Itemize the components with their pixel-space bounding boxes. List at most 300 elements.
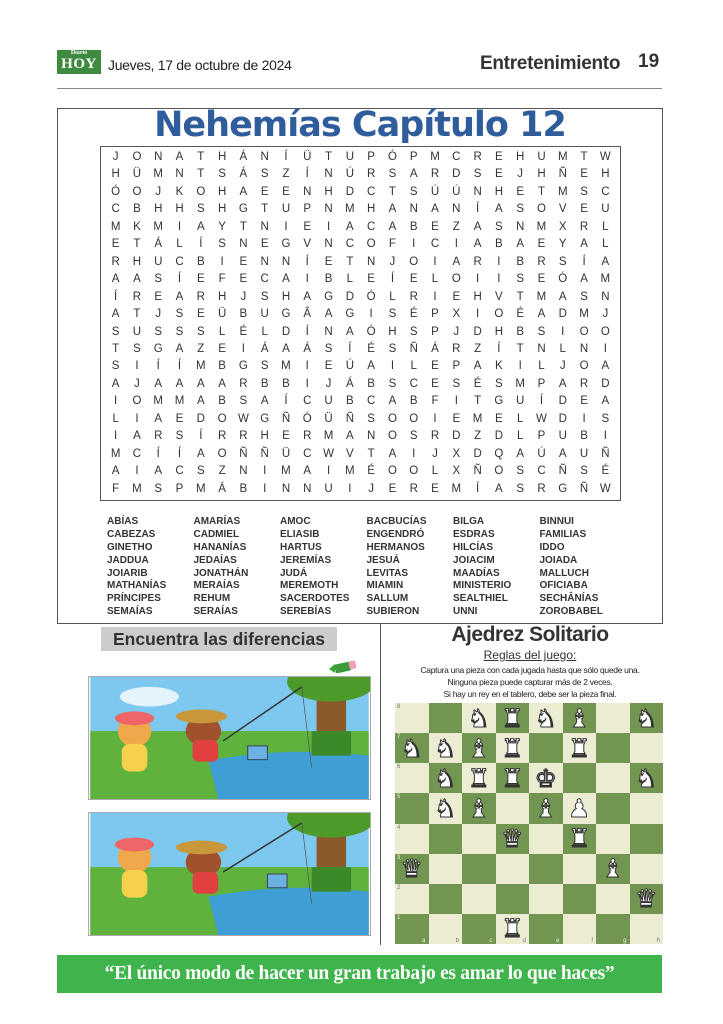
- grid-letter: A: [346, 220, 354, 233]
- grid-letter: B: [346, 395, 354, 408]
- grid-letter: A: [558, 377, 567, 390]
- square-d2[interactable]: [496, 884, 530, 914]
- grid-letter: R: [409, 290, 418, 303]
- white-bishop-icon[interactable]: ♝: [467, 793, 490, 823]
- grid-letter: A: [452, 255, 461, 268]
- grid-letter: B: [133, 203, 141, 216]
- grid-letter: A: [516, 238, 525, 251]
- grid-letter: P: [537, 430, 546, 443]
- grid-letter: I: [220, 255, 224, 268]
- grid-letter: E: [154, 290, 163, 303]
- grid-letter: R: [366, 168, 376, 181]
- square-a8[interactable]: [395, 703, 429, 733]
- square-e5[interactable]: [529, 793, 563, 823]
- grid-letter: S: [601, 412, 610, 425]
- grid-letter: E: [303, 220, 312, 233]
- grid-letter: I: [497, 255, 501, 268]
- grid-letter: M: [174, 395, 185, 408]
- grid-letter: H: [217, 151, 227, 163]
- white-bishop-icon[interactable]: ♝: [467, 733, 490, 763]
- grid-letter: Ú: [345, 168, 354, 181]
- grid-letter: M: [110, 220, 121, 233]
- square-h7[interactable]: [630, 733, 664, 763]
- grid-letter: S: [388, 342, 397, 355]
- square-d1[interactable]: [496, 914, 530, 944]
- square-c7[interactable]: [462, 733, 496, 763]
- cartoon-scene-original: [88, 676, 371, 800]
- grid-letter: J: [453, 325, 460, 338]
- grid-letter: P: [431, 308, 439, 321]
- grid-letter: A: [303, 465, 312, 478]
- grid-letter: S: [154, 273, 163, 286]
- grid-letter: E: [175, 412, 184, 425]
- grid-letter: U: [345, 151, 354, 163]
- white-knight-icon[interactable]: ♞: [635, 703, 658, 733]
- grid-letter: Ñ: [579, 482, 589, 495]
- grid-letter: K: [175, 185, 184, 198]
- grid-letter: E: [324, 255, 333, 268]
- square-b3[interactable]: [429, 854, 463, 884]
- square-e7[interactable]: [529, 733, 563, 763]
- square-a1[interactable]: [395, 914, 429, 944]
- grid-letter: Ú: [452, 185, 461, 198]
- grid-letter: Ú: [537, 447, 546, 460]
- grid-letter: Ó: [302, 412, 312, 425]
- square-c5[interactable]: [462, 793, 496, 823]
- grid-letter: A: [601, 395, 610, 408]
- grid-letter: G: [153, 342, 163, 355]
- white-king-icon[interactable]: ♚: [534, 763, 557, 793]
- grid-letter: É: [409, 308, 418, 321]
- grid-letter: O: [217, 447, 227, 460]
- grid-letter: M: [196, 482, 206, 495]
- word-list-item: JEDAÍAS: [193, 554, 237, 566]
- grid-letter: T: [133, 238, 141, 251]
- grid-letter: S: [324, 342, 333, 355]
- square-h4[interactable]: [630, 824, 664, 854]
- grid-letter: S: [580, 465, 588, 478]
- grid-letter: R: [579, 377, 589, 390]
- grid-letter: E: [431, 220, 439, 233]
- grid-letter: R: [473, 255, 482, 268]
- grid-letter: T: [325, 151, 333, 163]
- grid-letter: D: [558, 412, 567, 425]
- grid-letter: D: [558, 308, 567, 321]
- grid-letter: S: [580, 185, 588, 198]
- word-list-item: JOIACIM: [453, 554, 495, 566]
- word-list: [107, 516, 627, 619]
- square-d3[interactable]: [496, 854, 530, 884]
- white-knight-icon[interactable]: ♞: [400, 733, 423, 763]
- grid-letter: I: [561, 325, 565, 338]
- white-queen-icon[interactable]: ♛: [400, 854, 423, 884]
- word-list-item: OFICIABA: [539, 580, 588, 592]
- square-e2[interactable]: [529, 884, 563, 914]
- square-c6[interactable]: [462, 763, 496, 793]
- white-knight-icon[interactable]: ♞: [434, 763, 457, 793]
- grid-letter: M: [557, 151, 568, 163]
- square-e1[interactable]: [529, 914, 563, 944]
- grid-letter: P: [175, 482, 184, 495]
- grid-letter: R: [111, 255, 120, 268]
- word-list-item: ABÍAS: [107, 516, 139, 527]
- square-g1[interactable]: [596, 914, 630, 944]
- grid-letter: G: [494, 395, 504, 408]
- square-d7[interactable]: [496, 733, 530, 763]
- grid-letter: Ñ: [473, 465, 482, 478]
- grid-letter: H: [154, 203, 163, 216]
- square-d6[interactable]: [496, 763, 530, 793]
- grid-letter: E: [260, 185, 269, 198]
- rank-label: 8: [397, 704, 401, 710]
- grid-letter: A: [260, 395, 269, 408]
- white-rook-icon[interactable]: ♜: [568, 824, 591, 854]
- grid-letter: C: [260, 273, 269, 286]
- grid-letter: C: [303, 447, 312, 460]
- white-knight-icon[interactable]: ♞: [467, 703, 490, 733]
- square-h6[interactable]: [630, 763, 664, 793]
- grid-letter: H: [260, 430, 269, 443]
- grid-letter: M: [281, 360, 291, 373]
- rule-1: Captura una pieza con cada jugada hasta que sólo quede una.: [420, 665, 640, 675]
- grid-letter: J: [602, 308, 609, 321]
- square-f1[interactable]: [563, 914, 597, 944]
- grid-letter: V: [558, 203, 567, 216]
- square-d4[interactable]: [496, 824, 530, 854]
- square-c1[interactable]: [462, 914, 496, 944]
- white-rook-icon[interactable]: ♜: [501, 733, 524, 763]
- square-b6[interactable]: [429, 763, 463, 793]
- square-h5[interactable]: [630, 793, 664, 823]
- grid-letter: A: [324, 308, 333, 321]
- grid-letter: Í: [114, 290, 118, 303]
- square-a6[interactable]: [395, 763, 429, 793]
- grid-letter: L: [346, 273, 354, 286]
- grid-letter: I: [284, 220, 288, 233]
- grid-letter: B: [239, 308, 248, 321]
- square-b1[interactable]: [429, 914, 463, 944]
- grid-letter: M: [153, 220, 164, 233]
- white-rook-icon[interactable]: ♜: [501, 763, 524, 793]
- square-c2[interactable]: [462, 884, 496, 914]
- grid-letter: B: [218, 395, 226, 408]
- grid-letter: S: [388, 168, 397, 181]
- grid-letter: E: [196, 273, 205, 286]
- grid-letter: J: [389, 255, 396, 268]
- grid-letter: P: [367, 151, 375, 163]
- square-a4[interactable]: [395, 824, 429, 854]
- pencil-icon: [327, 660, 359, 674]
- square-e3[interactable]: [529, 854, 563, 884]
- square-g8[interactable]: [596, 703, 630, 733]
- grid-letter: A: [154, 412, 163, 425]
- square-b8[interactable]: [429, 703, 463, 733]
- grid-letter: E: [452, 412, 461, 425]
- grid-letter: Ü: [281, 447, 291, 460]
- square-h1[interactable]: [630, 914, 664, 944]
- square-e4[interactable]: [529, 824, 563, 854]
- square-f4[interactable]: [563, 824, 597, 854]
- square-g3[interactable]: [596, 854, 630, 884]
- grid-letter: U: [154, 255, 163, 268]
- grid-letter: W: [237, 412, 249, 425]
- grid-letter: I: [177, 220, 182, 233]
- grid-letter: T: [537, 185, 545, 198]
- grid-letter: Á: [239, 168, 248, 181]
- square-b4[interactable]: [429, 824, 463, 854]
- square-h3[interactable]: [630, 854, 664, 884]
- logo-top-text: Diario: [70, 50, 88, 56]
- grid-letter: B: [495, 238, 503, 251]
- grid-letter: E: [431, 482, 439, 495]
- word-list-item: JUDÁ: [280, 567, 308, 579]
- grid-letter: U: [281, 203, 291, 216]
- word-list-item: MALLUCH: [539, 567, 589, 579]
- grid-letter: C: [366, 185, 376, 198]
- word-list-item: ZOROBABEL: [539, 606, 603, 618]
- white-queen-icon[interactable]: ♛: [635, 884, 658, 914]
- word-list-item: HILCÍAS: [453, 541, 493, 553]
- grid-letter: Ñ: [558, 465, 567, 478]
- grid-letter: A: [473, 238, 482, 251]
- word-list-item: LEVITAS: [366, 567, 408, 579]
- white-knight-icon[interactable]: ♞: [434, 733, 457, 763]
- word-list-item: JOIARIB: [107, 567, 148, 579]
- square-f2[interactable]: [563, 884, 597, 914]
- grid-letter: O: [409, 465, 419, 478]
- grid-letter: N: [324, 238, 333, 251]
- square-f8[interactable]: [563, 703, 597, 733]
- grid-letter: L: [261, 325, 268, 338]
- grid-letter: E: [196, 308, 205, 321]
- grid-letter: N: [366, 430, 376, 443]
- square-e6[interactable]: [529, 763, 563, 793]
- word-list-item: BILGA: [453, 516, 485, 527]
- grid-letter: A: [388, 220, 397, 233]
- square-b2[interactable]: [429, 884, 463, 914]
- grid-letter: N: [239, 238, 248, 251]
- grid-letter: M: [153, 395, 164, 408]
- grid-letter: T: [516, 290, 524, 303]
- square-h8[interactable]: [630, 703, 664, 733]
- white-bishop-icon[interactable]: ♝: [601, 854, 624, 884]
- square-f5[interactable]: [563, 793, 597, 823]
- grid-letter: N: [366, 255, 376, 268]
- grid-letter: A: [558, 447, 567, 460]
- grid-letter: A: [196, 220, 205, 233]
- white-rook-icon[interactable]: ♜: [501, 703, 524, 733]
- grid-letter: D: [196, 412, 205, 425]
- square-g5[interactable]: [596, 793, 630, 823]
- grid-letter: J: [559, 360, 566, 373]
- grid-letter: I: [433, 290, 437, 303]
- grid-letter: S: [516, 273, 525, 286]
- grid-letter: B: [218, 360, 226, 373]
- grid-letter: E: [324, 360, 333, 373]
- square-a2[interactable]: [395, 884, 429, 914]
- grid-letter: S: [196, 325, 205, 338]
- word-list-item: MATHANÍAS: [107, 580, 167, 592]
- header-divider: [57, 88, 662, 89]
- grid-letter: I: [135, 360, 139, 373]
- square-a5[interactable]: [395, 793, 429, 823]
- grid-letter: H: [132, 255, 142, 268]
- grid-letter: F: [112, 482, 120, 495]
- white-pawn-icon[interactable]: ♟: [568, 793, 591, 823]
- grid-letter: A: [175, 342, 184, 355]
- grid-letter: O: [387, 430, 397, 443]
- white-knight-icon[interactable]: ♞: [635, 763, 658, 793]
- grid-letter: U: [516, 395, 525, 408]
- grid-letter: A: [111, 308, 120, 321]
- square-b5[interactable]: [429, 793, 463, 823]
- grid-letter: Ü: [132, 168, 142, 181]
- square-a7[interactable]: [395, 733, 429, 763]
- white-knight-icon[interactable]: ♞: [434, 793, 457, 823]
- rank-label: 6: [397, 764, 401, 771]
- grid-letter: H: [494, 325, 504, 338]
- grid-letter: A: [580, 238, 588, 251]
- grid-letter: Í: [390, 273, 395, 286]
- grid-letter: E: [282, 185, 290, 198]
- square-c4[interactable]: [462, 824, 496, 854]
- grid-letter: J: [517, 168, 524, 181]
- grid-letter: O: [387, 412, 397, 425]
- grid-letter: A: [388, 395, 397, 408]
- word-list-item: JEREMÍAS: [280, 554, 332, 566]
- grid-letter: I: [603, 342, 607, 355]
- grid-letter: A: [431, 203, 439, 216]
- grid-letter: H: [388, 325, 397, 338]
- grid-letter: N: [303, 185, 312, 198]
- white-knight-icon[interactable]: ♞: [534, 703, 557, 733]
- grid-letter: S: [111, 360, 120, 373]
- square-a3[interactable]: [395, 854, 429, 884]
- grid-letter: X: [452, 447, 461, 460]
- grid-letter: W: [323, 447, 334, 460]
- grid-letter: Í: [475, 482, 480, 495]
- grid-letter: J: [240, 290, 247, 303]
- grid-letter: I: [305, 273, 309, 286]
- rule-2: Ninguna pieza puede capturar más de 2 veces.: [447, 677, 613, 687]
- square-g4[interactable]: [596, 824, 630, 854]
- grid-letter: L: [559, 342, 566, 355]
- white-rook-icon[interactable]: ♜: [568, 733, 591, 763]
- grid-letter: M: [557, 185, 568, 198]
- grid-letter: E: [431, 377, 439, 390]
- grid-letter: K: [133, 220, 141, 233]
- word-list-item: REHUM: [193, 593, 231, 605]
- square-d5[interactable]: [496, 793, 530, 823]
- square-g6[interactable]: [596, 763, 630, 793]
- grid-letter: S: [175, 308, 184, 321]
- grid-letter: H: [111, 168, 120, 181]
- grid-letter: Z: [474, 430, 482, 443]
- grid-letter: Z: [282, 168, 290, 181]
- grid-letter: S: [175, 430, 184, 443]
- grid-letter: C: [366, 395, 376, 408]
- grid-letter: A: [495, 203, 503, 216]
- grid-letter: Ó: [558, 273, 568, 286]
- file-label: f: [591, 938, 593, 944]
- square-b7[interactable]: [429, 733, 463, 763]
- square-c3[interactable]: [462, 854, 496, 884]
- grid-letter: Í: [305, 325, 309, 338]
- white-queen-icon[interactable]: ♛: [501, 824, 524, 854]
- grid-letter: B: [282, 377, 290, 390]
- grid-letter: M: [472, 412, 483, 425]
- grid-letter: Y: [558, 238, 567, 251]
- grid-letter: E: [516, 185, 525, 198]
- word-list-item: SEREBÍAS: [280, 606, 332, 618]
- square-d8[interactable]: [496, 703, 530, 733]
- grid-letter: H: [366, 203, 376, 216]
- square-c8[interactable]: [462, 703, 496, 733]
- grid-letter: F: [388, 238, 396, 251]
- grid-letter: A: [495, 482, 503, 495]
- grid-letter: N: [239, 465, 248, 478]
- white-bishop-icon[interactable]: ♝: [568, 703, 591, 733]
- white-rook-icon[interactable]: ♜: [467, 763, 490, 793]
- white-bishop-icon[interactable]: ♝: [534, 793, 557, 823]
- word-list-item: SEALTHIEL: [453, 593, 508, 605]
- square-f7[interactable]: [563, 733, 597, 763]
- white-rook-icon[interactable]: ♜: [501, 914, 524, 944]
- grid-letter: N: [537, 342, 546, 355]
- word-list-item: PRÍNCIPES: [107, 593, 161, 605]
- square-g2[interactable]: [596, 884, 630, 914]
- grid-letter: N: [324, 203, 333, 216]
- differences-title: Encuentra las diferencias: [101, 627, 337, 651]
- grid-letter: Ó: [387, 151, 397, 163]
- grid-letter: R: [452, 342, 461, 355]
- grid-letter: L: [218, 325, 226, 338]
- grid-letter: A: [473, 360, 482, 373]
- grid-letter: H: [537, 168, 546, 181]
- grid-letter: I: [135, 412, 139, 425]
- grid-letter: Í: [284, 151, 288, 163]
- grid-letter: C: [175, 465, 184, 478]
- grid-letter: I: [369, 308, 373, 321]
- square-h2[interactable]: [630, 884, 664, 914]
- file-label: c: [489, 938, 493, 944]
- grid-letter: A: [346, 430, 354, 443]
- rules-heading: Reglas del juego:: [483, 648, 577, 662]
- word-list-item: FAMILIAS: [539, 528, 587, 540]
- grid-letter: S: [516, 465, 525, 478]
- grid-letter: H: [516, 151, 525, 163]
- grid-letter: T: [261, 203, 269, 216]
- grid-letter: I: [114, 430, 118, 443]
- grid-letter: I: [412, 447, 416, 460]
- grid-letter: E: [495, 151, 503, 163]
- grid-letter: O: [579, 360, 589, 373]
- grid-letter: I: [135, 465, 139, 478]
- word-list-item: HANANÍAS: [193, 541, 247, 553]
- grid-letter: A: [409, 168, 418, 181]
- grid-letter: P: [431, 325, 439, 338]
- grid-letter: A: [601, 255, 610, 268]
- square-e8[interactable]: [529, 703, 563, 733]
- word-list-item: MAADÍAS: [453, 567, 500, 579]
- square-f6[interactable]: [563, 763, 597, 793]
- rank-label: 1: [397, 914, 401, 921]
- file-label: e: [556, 938, 560, 944]
- grid-letter: N: [409, 203, 418, 216]
- square-g7[interactable]: [596, 733, 630, 763]
- grid-letter: Ñ: [409, 342, 418, 355]
- square-f3[interactable]: [563, 854, 597, 884]
